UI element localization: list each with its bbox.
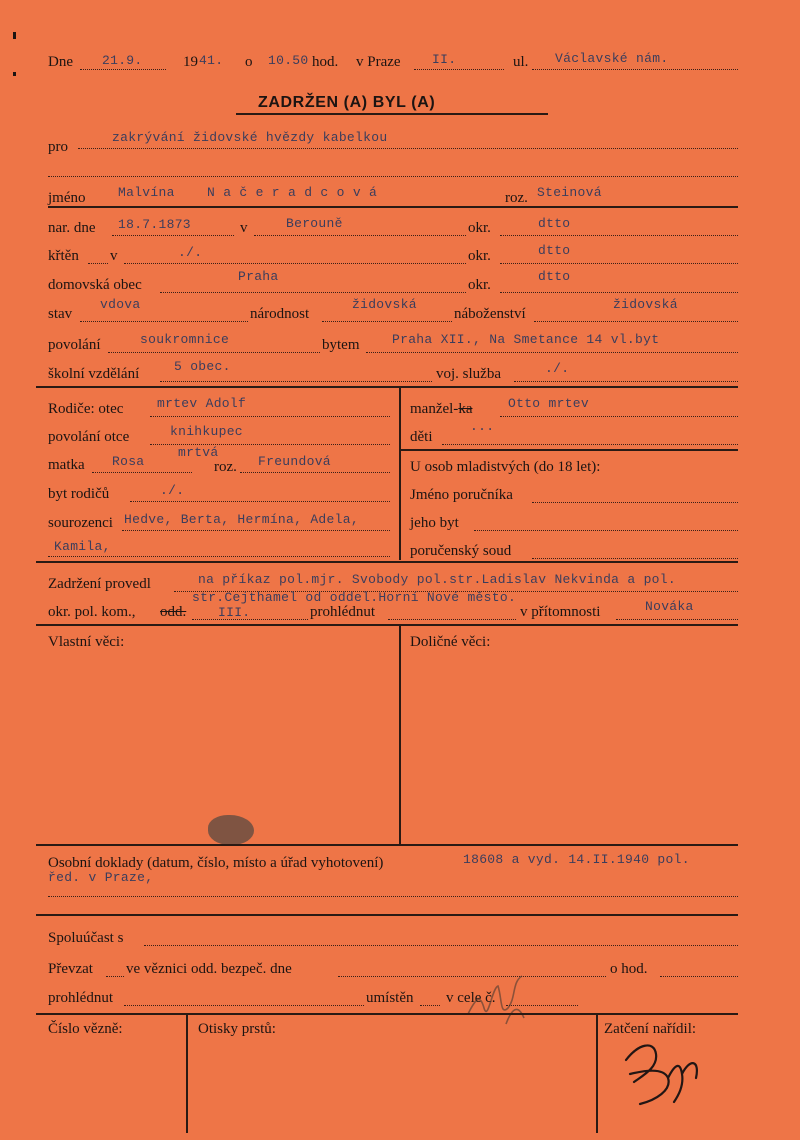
kresten-label: křtěn (48, 248, 79, 264)
documents-label: Osobní doklady (datum, číslo, místo a úřad vyhotovení) (48, 855, 384, 871)
matka-label: matka (48, 457, 85, 473)
dotted-line (500, 292, 738, 293)
nar-label: nar. dne (48, 220, 96, 236)
section-line (48, 206, 738, 208)
dotted-line (106, 976, 124, 977)
dotted-line (92, 472, 192, 473)
provedl-value-2: str.Cejthamel od oddel.Horní Nové město. (192, 590, 517, 605)
zatceni-label: Zatčení nařídil: (604, 1021, 697, 1037)
dotted-line (500, 263, 738, 264)
dotted-line (442, 444, 738, 445)
deti-label: děti (410, 429, 433, 445)
dotted-line (88, 263, 108, 264)
dotted-line (532, 558, 738, 559)
dotted-line (160, 381, 432, 382)
dotted-line (144, 945, 738, 946)
manzel-label: manžel-ka (410, 401, 473, 417)
handwritten-cell-mark (462, 968, 538, 1032)
nabozenstvi-value: židovská (613, 297, 678, 312)
section-line (400, 449, 738, 451)
dotted-line (240, 472, 390, 473)
matka-roz-label: roz. (214, 459, 237, 475)
dotted-line (160, 292, 466, 293)
dotted-line (80, 321, 248, 322)
spoluucast-label: Spoluúčast s (48, 930, 124, 946)
section-line (36, 624, 738, 626)
kresten-okr-label: okr. (468, 248, 491, 264)
birth-date: 18.7.1873 (118, 217, 191, 232)
punch-mark (13, 32, 16, 39)
v-praze-label: v Praze (356, 54, 401, 70)
vzdelani-value: 5 obec. (174, 359, 231, 374)
first-name: Malvína (118, 185, 175, 200)
nabozenstvi-label: náboženství (454, 306, 526, 322)
dotted-line (532, 69, 738, 70)
dotted-line (660, 976, 738, 977)
dotted-line (366, 352, 738, 353)
matka-roz-value: Freundová (258, 454, 331, 469)
provedl-value: na příkaz pol.mjr. Svobody pol.str.Ladislav Nekvinda a pol. (198, 572, 676, 587)
soud-label: poručenský soud (410, 543, 512, 559)
reason-label: pro (48, 139, 68, 155)
hod-label: hod. (312, 54, 339, 70)
dne-label: Dne (48, 54, 73, 70)
povolani-otce-label: povolání otce (48, 429, 130, 445)
dotted-line (388, 619, 516, 620)
veznice-label: ve věznici odd. bezpeč. dne (126, 961, 292, 977)
voj-label: voj. služba (436, 366, 501, 382)
dotted-line (124, 263, 466, 264)
handwritten-signature (616, 1030, 710, 1112)
birth-place: Berouně (286, 216, 343, 231)
dotted-line (514, 381, 738, 382)
dotted-line (130, 501, 390, 502)
year-prefix: 19 (183, 54, 198, 70)
bytem-value: Praha XII., Na Smetance 14 vl.byt (392, 332, 660, 347)
form-title: ZADRŽEN (A) BYL (A) (258, 94, 436, 111)
povolani-label: povolání (48, 337, 101, 353)
section-line (36, 561, 738, 563)
dotted-line (108, 352, 320, 353)
stav-value: vdova (100, 297, 141, 312)
narodnost-label: národnost (250, 306, 310, 322)
dotted-line (616, 619, 738, 620)
dotted-line (254, 235, 466, 236)
dotted-line (124, 1005, 364, 1006)
section-divider (399, 626, 401, 844)
byt-rodicu-value: ./. (160, 483, 185, 498)
stav-label: stav (48, 306, 73, 322)
dotted-line (534, 321, 738, 322)
dotted-line (80, 69, 166, 70)
dotted-line (500, 235, 738, 236)
dotted-line (500, 416, 738, 417)
dotted-line (420, 1005, 440, 1006)
dotted-line (532, 502, 738, 503)
birth-okr: dtto (538, 216, 571, 231)
stain-mark (208, 815, 254, 845)
prevzat-label: Převzat (48, 961, 93, 977)
roz-label: roz. (505, 190, 528, 206)
bytem-label: bytem (322, 337, 360, 353)
dotted-line (112, 235, 234, 236)
otec-value: mrtev Adolf (157, 396, 247, 411)
manzel-struck: ka (458, 401, 473, 417)
ul-label: ul. (513, 54, 529, 70)
povolani-otce-value: knihkupec (170, 424, 243, 439)
domov-okr-label: okr. (468, 277, 491, 293)
street: Václavské nám. (555, 51, 669, 66)
reason-value: zakrývání židovské hvězdy kabelkou (112, 130, 388, 145)
punch-mark (13, 72, 16, 76)
documents-value-2: řed. v Praze, (48, 870, 154, 885)
o-label: o (245, 54, 253, 70)
umisten-label: umístěn (366, 990, 414, 1006)
section-divider (186, 1015, 188, 1133)
jmeno-label: jméno (48, 190, 86, 206)
porucnik-label: Jméno poručníka (410, 487, 513, 503)
dolicne-label: Doličné věci: (410, 634, 491, 650)
otisky-label: Otisky prstů: (198, 1021, 276, 1037)
odd-label: odd. (160, 604, 187, 620)
section-divider (596, 1015, 598, 1133)
prohlednut-label: prohlédnut (310, 604, 375, 620)
kresten-value: ./. (178, 245, 203, 260)
kom-label: okr. pol. kom., (48, 604, 136, 620)
vlastni-label: Vlastní věci: (48, 634, 125, 650)
cislo-vezne-label: Číslo vězně: (48, 1021, 123, 1037)
dotted-line (322, 321, 452, 322)
dotted-line (474, 530, 738, 531)
dotted-line (414, 69, 504, 70)
dotted-line (48, 176, 738, 177)
dotted-line (48, 556, 390, 557)
voj-value: ./. (545, 361, 570, 376)
byt-rodicu-label: byt rodičů (48, 486, 110, 502)
surname: N a č e r a d c o v á (207, 185, 378, 200)
section-line (36, 1013, 738, 1015)
maiden-name: Steinová (537, 185, 602, 200)
dotted-line (150, 416, 390, 417)
kom-value: III. (218, 605, 251, 620)
okr-label: okr. (468, 220, 491, 236)
district: II. (432, 52, 457, 67)
domov-okr: dtto (538, 269, 571, 284)
kresten-okr: dtto (538, 243, 571, 258)
matka-value: Rosa (112, 454, 145, 469)
narodnost-value: židovská (352, 297, 417, 312)
o-hod-label: o hod. (610, 961, 648, 977)
dotted-line (78, 148, 738, 149)
dotted-line (122, 530, 390, 531)
rodice-label: Rodiče: otec (48, 401, 124, 417)
v-cele-label: v cele č. (446, 990, 496, 1006)
sourozenci-label: sourozenci (48, 515, 113, 531)
vzdelani-label: školní vzdělání (48, 366, 140, 382)
date-day: 21.9. (102, 53, 143, 68)
sourozenci-value: Hedve, Berta, Hermína, Adela, (124, 512, 359, 527)
section-line (36, 386, 738, 388)
domov-label: domovská obec (48, 277, 142, 293)
section-divider (399, 388, 401, 560)
manzel-value: Otto mrtev (508, 396, 590, 411)
year-suffix: 41. (199, 53, 224, 68)
mladistvi-label: U osob mladistvých (do 18 let): (410, 459, 601, 475)
documents-value: 18608 a vyd. 14.II.1940 pol. (463, 852, 690, 867)
pritomnosti-value: Nováka (645, 599, 694, 614)
domov-value: Praha (238, 269, 279, 284)
sourozenci-value-2: Kamila, (54, 539, 111, 554)
matka-note: mrtvá (178, 445, 219, 460)
title-underline (236, 113, 548, 115)
provedl-label: Zadržení provedl (48, 576, 151, 592)
deti-value: ... (470, 419, 495, 434)
kresten-v-label: v (110, 248, 118, 264)
section-line (36, 914, 738, 916)
jeho-byt-label: jeho byt (410, 515, 459, 531)
prohlednut-footer-label: prohlédnut (48, 990, 113, 1006)
pritomnosti-label: v přítomnosti (520, 604, 601, 620)
section-line (36, 844, 738, 846)
time: 10.50 (268, 53, 309, 68)
dotted-line (48, 896, 738, 897)
povolani-value: soukromnice (140, 332, 230, 347)
birth-v-label: v (240, 220, 248, 236)
